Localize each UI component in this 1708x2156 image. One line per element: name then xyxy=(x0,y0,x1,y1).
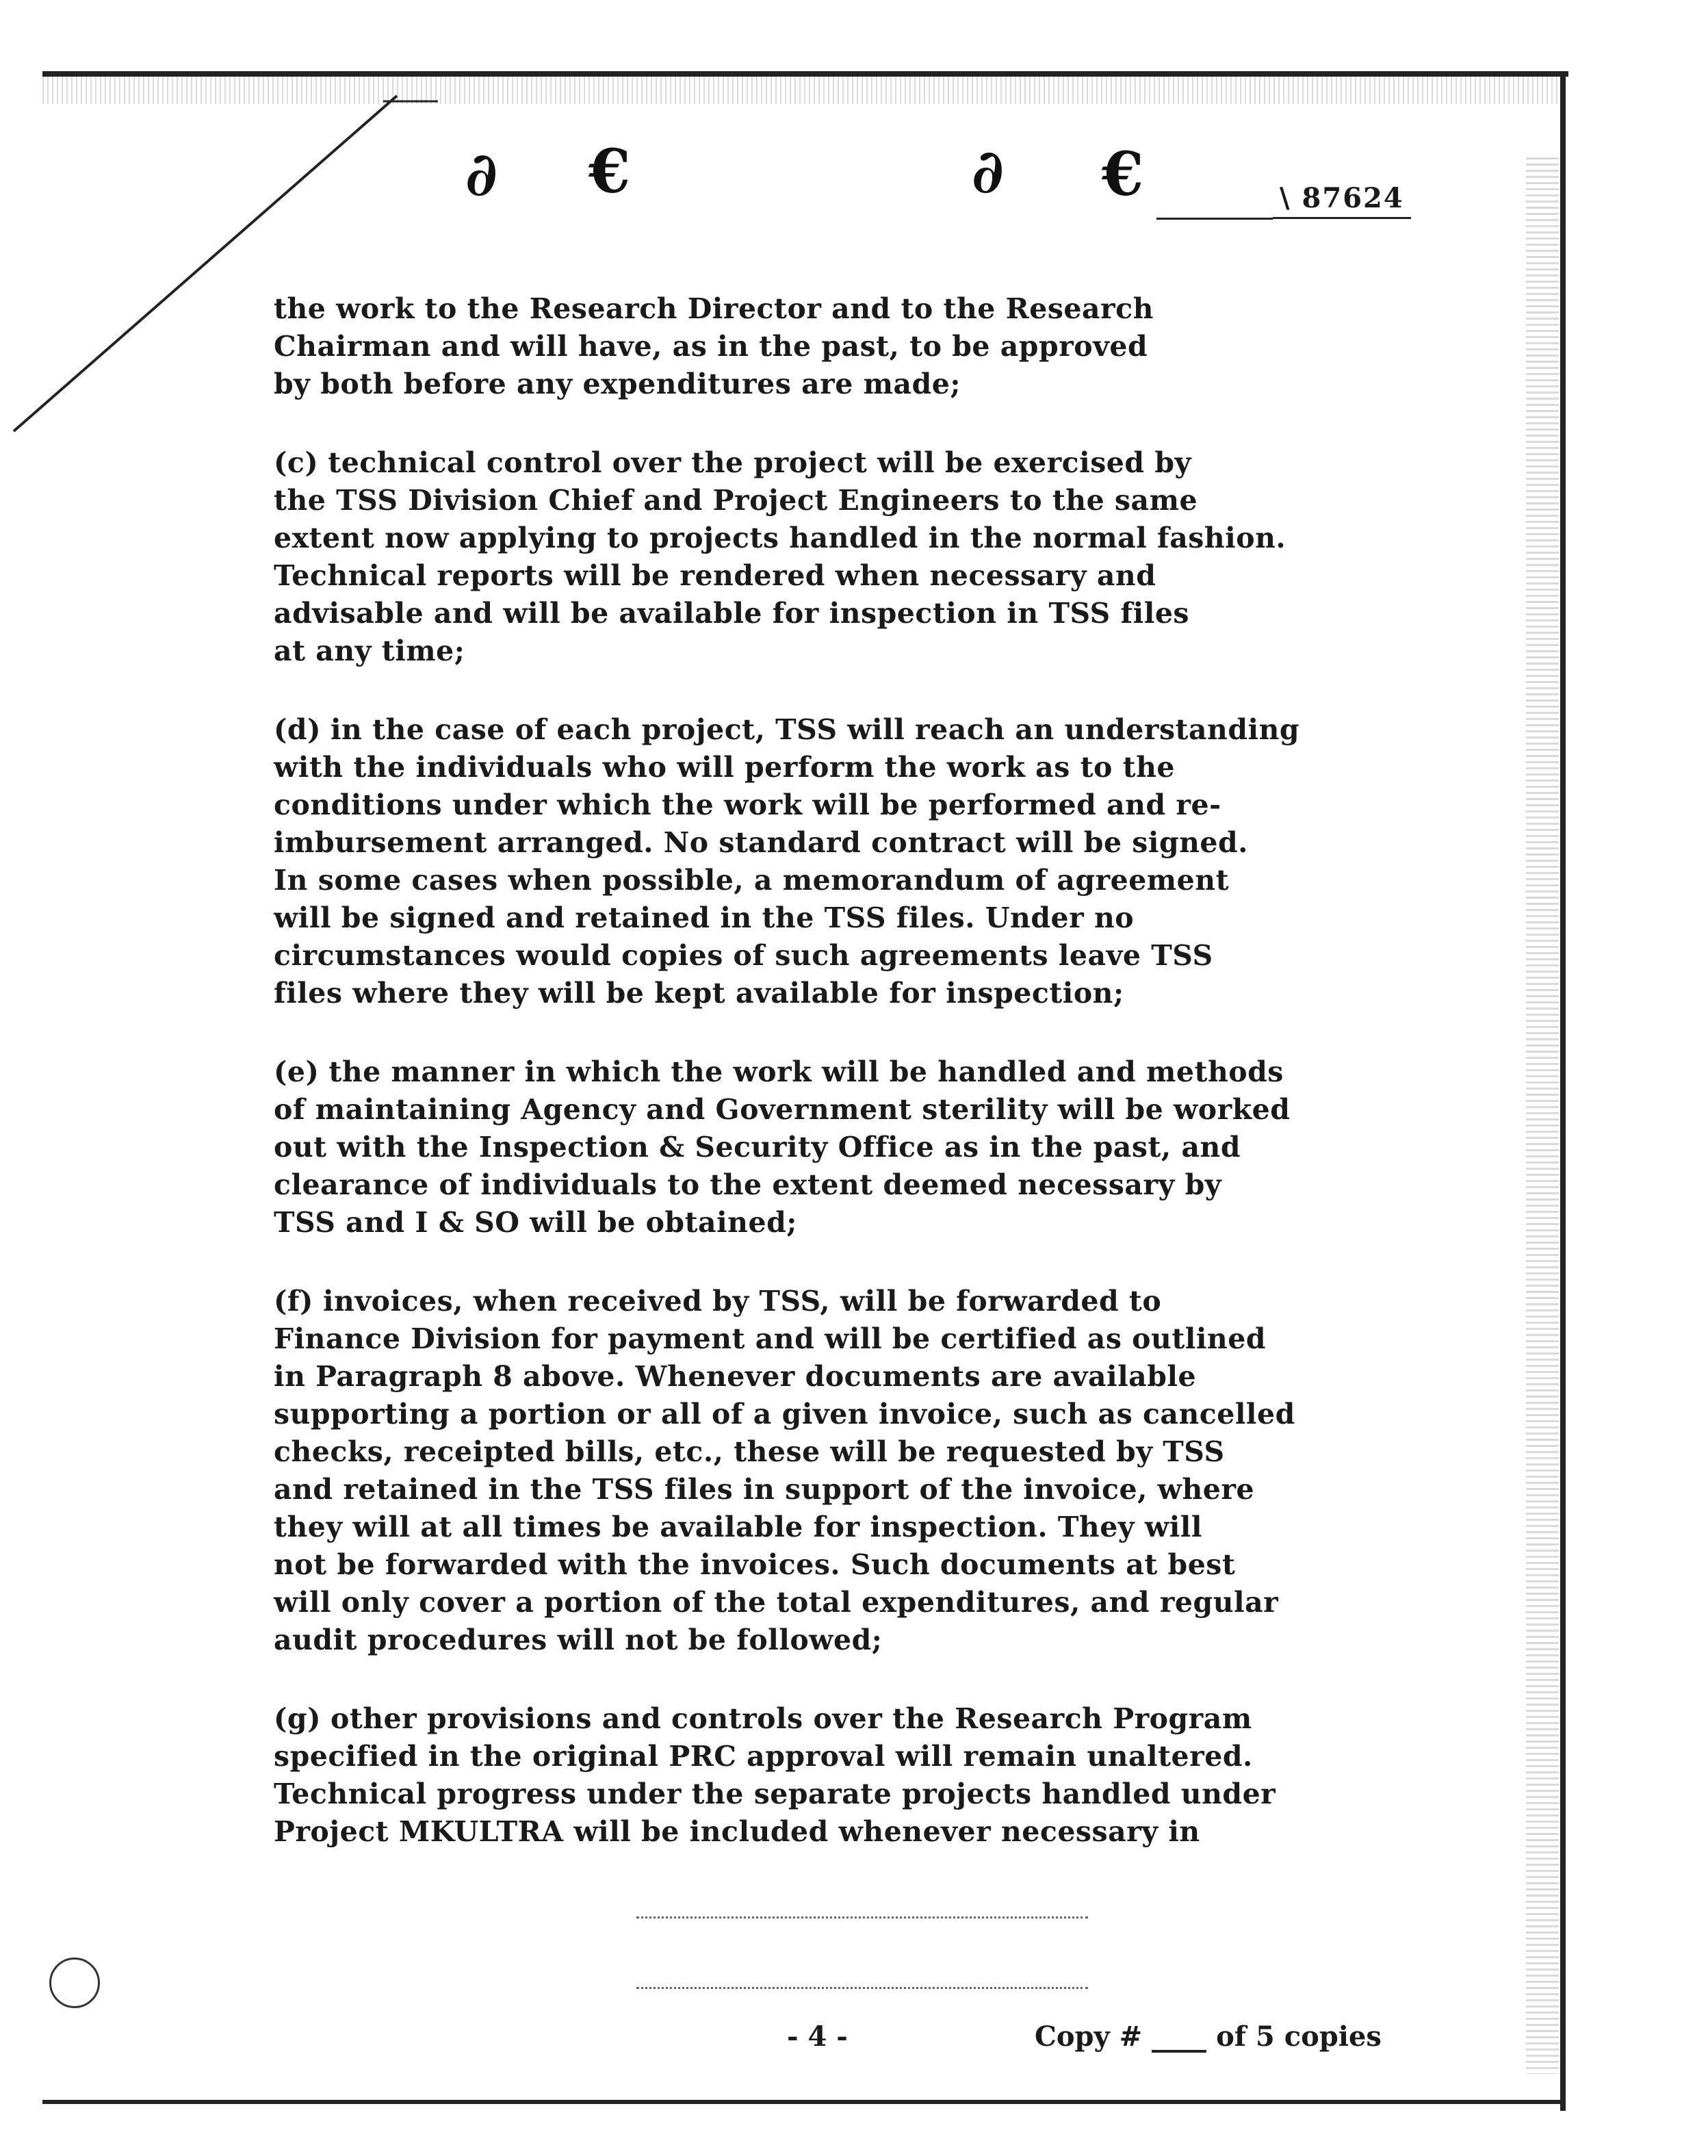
text-line: imbursement arranged. No standard contract will be signed. xyxy=(274,826,1248,859)
text-line: conditions under which the work will be performed and re- xyxy=(274,788,1221,821)
paragraph-continuation xyxy=(274,290,1341,403)
text-line: Technical progress under the separate projects handled under xyxy=(274,1778,1276,1810)
text-line: not be forwarded with the invoices. Such documents at best xyxy=(274,1548,1236,1581)
paragraph-label: (d) xyxy=(274,713,321,746)
text-line: advisable and will be available for inspection in TSS files xyxy=(274,597,1189,630)
text-line: the TSS Division Chief and Project Engineers to the same xyxy=(274,484,1198,517)
text-line: In some cases when possible, a memorandum of agreement xyxy=(274,864,1230,897)
copy-prefix: Copy # xyxy=(1035,2020,1143,2053)
header-redaction-marks xyxy=(452,134,1218,216)
text-line: Technical reports will be rendered when necessary and xyxy=(274,559,1156,592)
paragraph-label: (f) xyxy=(274,1285,313,1318)
text-line: will only cover a portion of the total expenditures, and regular xyxy=(274,1586,1279,1619)
handwritten-copy-mark xyxy=(1152,2023,1206,2053)
text-line: of maintaining Agency and Government sterility will be worked xyxy=(274,1093,1291,1126)
faded-stamp-area xyxy=(636,1916,1088,1989)
text-line: circumstances would copies of such agreements leave TSS xyxy=(274,939,1213,972)
document-number: \ 87624 xyxy=(1273,182,1411,219)
page-number: - 4 - xyxy=(787,2020,848,2053)
paragraph-label: (e) xyxy=(274,1055,320,1088)
text-line: in Paragraph 8 above. Whenever documents are available xyxy=(274,1360,1197,1393)
paragraph-label: (c) xyxy=(274,446,319,479)
paragraph-f xyxy=(274,1283,1341,1659)
document-body xyxy=(274,290,1341,1892)
paragraph-c xyxy=(274,444,1341,670)
ink-mark: € xyxy=(588,136,631,207)
scan-edge-noise xyxy=(1526,157,1559,2074)
ink-mark: € xyxy=(1102,138,1144,209)
ink-mark: ∂ xyxy=(972,136,1005,207)
text-line: clearance of individuals to the extent deemed necessary by xyxy=(274,1168,1222,1201)
text-line: with the individuals who will perform the work as to the xyxy=(274,751,1175,784)
punch-hole xyxy=(49,1958,100,2008)
ink-mark: ∂ xyxy=(465,138,498,209)
paragraph-g xyxy=(274,1700,1341,1851)
text-line: in the case of each project, TSS will reach an understanding xyxy=(330,713,1300,746)
text-line: supporting a portion or all of a given invoice, such as cancelled xyxy=(274,1398,1295,1430)
text-line: will be signed and retained in the TSS files. Under no xyxy=(274,901,1135,934)
text-line: out with the Inspection & Security Office as in the past, and xyxy=(274,1131,1241,1164)
text-line: files where they will be kept available for inspection; xyxy=(274,977,1124,1010)
text-line: invoices, when received by TSS, will be forwarded to xyxy=(322,1285,1162,1318)
text-line: the work to the Research Director and to the Research xyxy=(274,292,1154,325)
text-line: the manner in which the work will be handled and methods xyxy=(328,1055,1284,1088)
text-line: they will at all times be available for inspection. They will xyxy=(274,1511,1202,1543)
text-line: Finance Division for payment and will be certified as outlined xyxy=(274,1322,1266,1355)
copy-count xyxy=(1035,2020,1382,2053)
text-line: Project MKULTRA will be included whenever necessary in xyxy=(274,1815,1200,1848)
doc-number-underline xyxy=(1156,218,1273,220)
text-line: other provisions and controls over the Research Program xyxy=(330,1702,1252,1735)
paragraph-label: (g) xyxy=(274,1702,321,1735)
text-line: checks, receipted bills, etc., these will be requested by TSS xyxy=(274,1435,1225,1468)
paragraph-d xyxy=(274,711,1341,1012)
text-line: extent now applying to projects handled in the normal fashion. xyxy=(274,522,1286,554)
text-line: at any time; xyxy=(274,634,465,667)
text-line: technical control over the project will be exercised by xyxy=(328,446,1191,479)
page-border-right xyxy=(1560,71,1566,2111)
paragraph-e xyxy=(274,1053,1341,1242)
page-footer xyxy=(0,2020,1708,2062)
text-line: audit procedures will not be followed; xyxy=(274,1624,883,1656)
copy-suffix: of 5 copies xyxy=(1216,2020,1382,2053)
text-line: TSS and I & SO will be obtained; xyxy=(274,1206,797,1239)
text-line: by both before any expenditures are made; xyxy=(274,368,961,400)
text-line: and retained in the TSS files in support of the invoice, where xyxy=(274,1473,1255,1506)
page-border-bottom xyxy=(42,2100,1566,2104)
text-line: Chairman and will have, as in the past, to be approved xyxy=(274,330,1148,363)
text-line: specified in the original PRC approval will remain unaltered. xyxy=(274,1740,1253,1773)
